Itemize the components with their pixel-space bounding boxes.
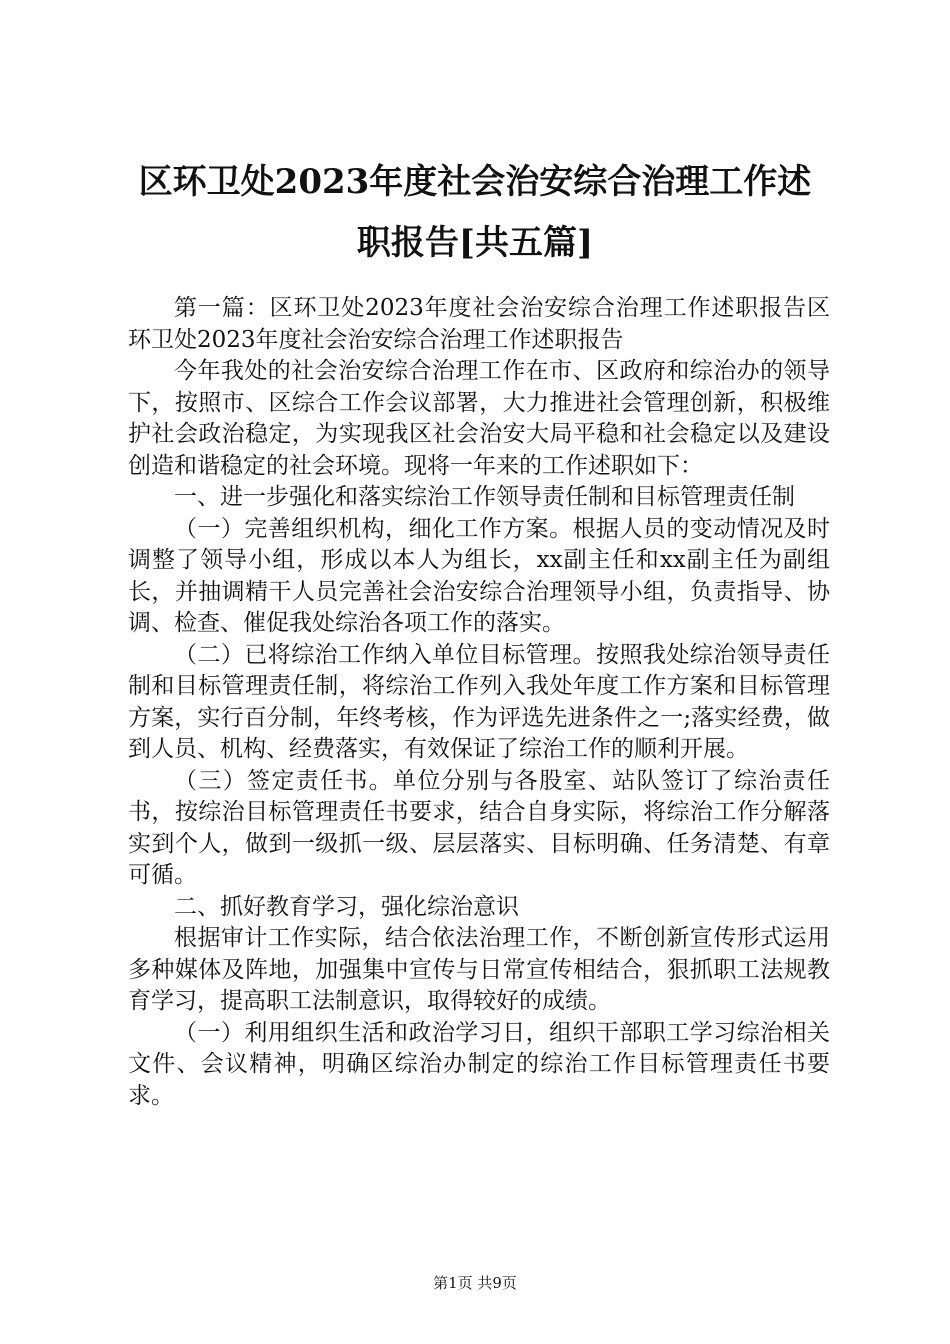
paragraph-9: （一）利用组织生活和政治学习日，组织干部职工学习综治相关文件、会议精神，明确区综治办制定的综治工作目标管理责任书要求。 xyxy=(128,1019,830,1109)
paragraph-1: 第一篇：区环卫处2023年度社会治安综合治理工作述职报告区环卫处2023年度社会治安综合治理工作述职报告 xyxy=(128,295,830,353)
paragraph-3: 一、进一步强化和落实综治工作领导责任制和目标管理责任制 xyxy=(174,484,795,510)
page-footer: 第1页 共9页 xyxy=(433,1274,517,1292)
paragraph-6: （三）签定责任书。单位分别与各股室、站队签订了综治责任书，按综治目标管理责任书要求，结合自身实际，将综治工作分解落实到个人，做到一级抓一级、层层落实、目标明确、任务清楚、有章可循。 xyxy=(128,767,830,888)
paragraph-5: （二）已将综治工作纳入单位目标管理。按照我处综治领导责任制和目标管理责任制，将综治工作列入我处年度工作方案和目标管理方案，实行百分制，年终考核，作为评选先进条件之一;落实经费，做到人员、机构、经费落实，有效保证了综治工作的顺利开展。 xyxy=(128,641,830,762)
paragraph-8: 根据审计工作实际，结合依法治理工作，不断创新宣传形式运用多种媒体及阵地，加强集中宣传与日常宣传相结合，狠抓职工法规教育学习，提高职工法制意识，取得较好的成绩。 xyxy=(128,925,830,1014)
paragraph-2: 今年我处的社会治安综合治理工作在市、区政府和综治办的领导下，按照市、区综合工作会议部署，大力推进社会管理创新，积极维护社会政治稳定，为实现我区社会治安大局平稳和社会稳定以及建设创造和谐稳定的社会环境。现将一年来的工作述职如下： xyxy=(128,358,830,479)
document-body xyxy=(128,293,830,1112)
document-title-line1: 区环卫处2023年度社会治安综合治理工作述 xyxy=(138,162,812,202)
paragraph-7: 二、抓好教育学习，强化综治意识 xyxy=(174,893,519,920)
paragraph-4: （一）完善组织机构，细化工作方案。根据人员的变动情况及时调整了领导小组，形成以本人为组长，xx副主任和xx副主任为副组长，并抽调精干人员完善社会治安综合治理领导小组，负责指导、协调、检查、催促我处综治各项工作的落实。 xyxy=(128,515,830,636)
document-title-line2: 职报告[共五篇] xyxy=(356,223,594,263)
